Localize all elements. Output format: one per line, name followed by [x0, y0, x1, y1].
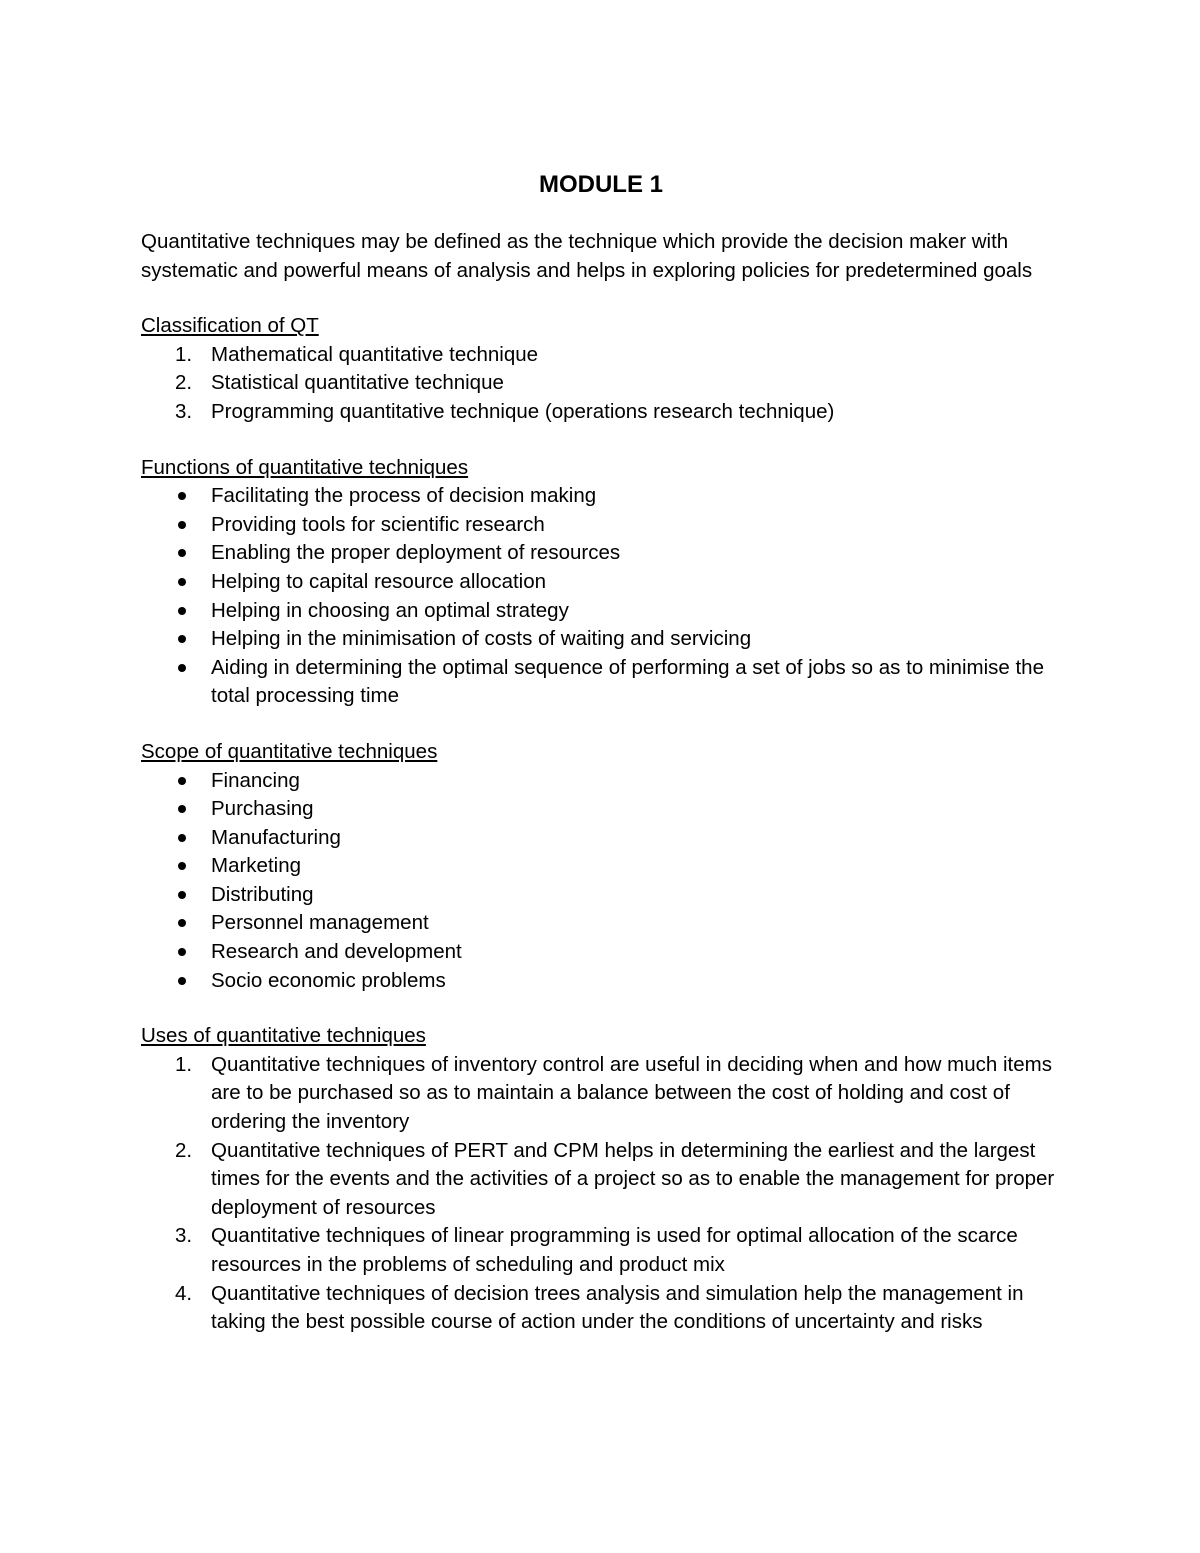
list-item-text: Facilitating the process of decision making — [211, 484, 597, 508]
list-item — [141, 795, 1061, 824]
list-item — [141, 852, 1061, 881]
list-item-text: Socio economic problems — [211, 968, 446, 992]
list-item-text: Helping to capital resource allocation — [211, 569, 547, 593]
list-number: 2. — [175, 371, 193, 395]
uses-heading: Uses of quantitative techniques — [141, 1024, 426, 1048]
list-item — [141, 1051, 1061, 1137]
list-item-text: Quantitative techniques of linear programming is used for optimal allocation of the scarce resources in the problems of scheduling and product mix — [211, 1224, 1018, 1276]
list-item — [141, 539, 1061, 568]
list-item-text: Aiding in determining the optimal sequence of performing a set of jobs so as to minimise the total processing time — [211, 655, 1044, 708]
list-item — [141, 881, 1061, 910]
bullet-icon — [178, 948, 186, 956]
list-item-text: Quantitative techniques of inventory control are useful in deciding when and how much items are to be purchased so as to maintain a balance between the cost of holding and cost of ordering the inventory — [211, 1052, 1052, 1134]
list-item-text: Research and development — [211, 940, 462, 964]
scope-section — [141, 738, 1061, 995]
list-item-text: Personnel management — [211, 911, 429, 935]
bullet-icon — [178, 607, 186, 615]
functions-section — [141, 454, 1061, 711]
bullet-icon — [178, 492, 186, 500]
bullet-icon — [178, 549, 186, 557]
list-item — [141, 625, 1061, 654]
document-page — [141, 168, 1061, 1364]
bullet-icon — [178, 834, 186, 842]
list-item — [141, 1280, 1061, 1337]
list-item-text: Providing tools for scientific research — [211, 512, 545, 536]
list-item — [141, 824, 1061, 853]
list-item-text: Distributing — [211, 882, 314, 906]
list-item — [141, 767, 1061, 796]
classification-section — [141, 312, 1061, 426]
list-item — [141, 369, 1061, 398]
list-item-text: Purchasing — [211, 797, 314, 821]
bullet-icon — [178, 664, 186, 672]
list-item-text: Quantitative techniques of decision trees analysis and simulation help the management in taking the best possible course of action under the conditions of uncertainty and risks — [211, 1281, 1024, 1334]
list-item-text: Helping in choosing an optimal strategy — [211, 598, 569, 622]
list-item-text: Financing — [211, 768, 300, 792]
functions-list — [141, 482, 1061, 711]
scope-heading: Scope of quantitative techniques — [141, 739, 438, 763]
list-number: 1. — [175, 342, 193, 366]
list-item-text: Statistical quantitative technique — [211, 371, 504, 395]
uses-list — [141, 1051, 1061, 1337]
list-item-text: Quantitative techniques of PERT and CPM helps in determining the earliest and the largest times for the events and the activities of a project so as to enable the management for proper deployment of resources — [211, 1138, 1055, 1219]
bullet-icon — [178, 862, 186, 870]
list-item — [141, 568, 1061, 597]
classification-heading: Classification of QT — [141, 314, 319, 338]
list-number: 3. — [175, 399, 193, 423]
bullet-icon — [178, 635, 186, 643]
list-item — [141, 482, 1061, 511]
list-number: 2. — [175, 1138, 193, 1162]
page-title: MODULE 1 — [538, 171, 663, 198]
list-item-text: Programming quantitative technique (operations research technique) — [211, 399, 835, 423]
list-item — [141, 654, 1061, 711]
list-number: 1. — [175, 1052, 193, 1076]
list-item — [141, 398, 1061, 427]
intro-paragraph: Quantitative techniques may be defined as the technique which provide the decision maker with systematic and powerful means of analysis and helps in exploring policies for predetermined goals — [141, 230, 1033, 282]
list-item — [141, 1222, 1061, 1279]
list-item — [141, 1137, 1061, 1223]
bullet-icon — [178, 977, 186, 985]
bullet-icon — [178, 521, 186, 529]
scope-list — [141, 767, 1061, 996]
functions-heading: Functions of quantitative techniques — [141, 455, 469, 479]
list-item-text: Marketing — [211, 854, 302, 878]
list-item-text: Helping in the minimisation of costs of waiting and servicing — [211, 627, 752, 651]
list-item-text: Enabling the proper deployment of resources — [211, 541, 621, 565]
list-item — [141, 341, 1061, 370]
bullet-icon — [178, 578, 186, 586]
list-item — [141, 938, 1061, 967]
list-item — [141, 511, 1061, 540]
uses-section — [141, 1022, 1061, 1337]
list-item-text: Manufacturing — [211, 825, 341, 849]
list-number: 3. — [175, 1224, 193, 1248]
bullet-icon — [178, 805, 186, 813]
classification-list — [141, 341, 1061, 427]
list-item — [141, 597, 1061, 626]
bullet-icon — [178, 891, 186, 899]
list-item — [141, 967, 1061, 996]
bullet-icon — [178, 919, 186, 927]
list-item-text: Mathematical quantitative technique — [211, 342, 539, 366]
bullet-icon — [178, 777, 186, 785]
list-item — [141, 909, 1061, 938]
list-number: 4. — [175, 1281, 193, 1305]
